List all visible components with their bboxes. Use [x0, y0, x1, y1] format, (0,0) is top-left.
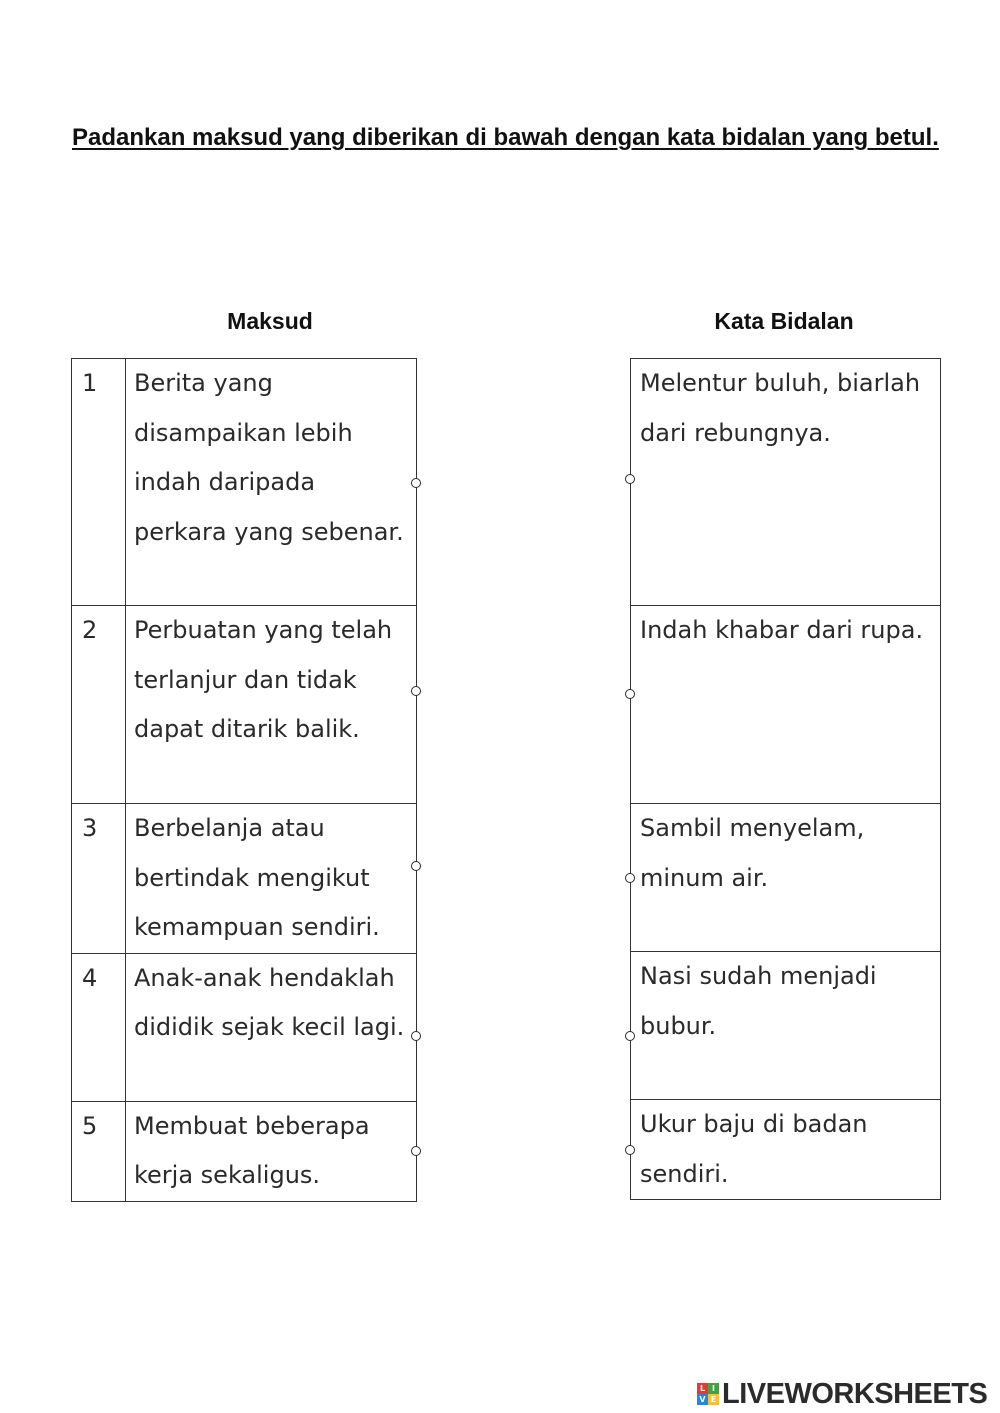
match-dot-bidalan-5[interactable]: [625, 1145, 635, 1155]
maksud-row-5: [72, 1101, 417, 1201]
maksud-table: [71, 358, 417, 1202]
match-dot-bidalan-2[interactable]: [625, 689, 635, 699]
maksud-text: Berbelanja atau bertindak mengikut kemampuan sendiri.: [134, 814, 380, 941]
maksud-number-cell: [72, 953, 126, 1101]
maksud-row-4: [72, 953, 417, 1101]
maksud-text-cell: [126, 953, 417, 1101]
bidalan-row-2: [631, 606, 941, 804]
bidalan-text: Sambil menyelam, minum air.: [640, 814, 865, 892]
bidalan-text: Indah khabar dari rupa.: [640, 616, 924, 644]
maksud-number-cell: [72, 606, 126, 804]
kata-bidalan-heading: Kata Bidalan: [714, 308, 854, 334]
maksud-row-2: [72, 606, 417, 804]
match-dot-maksud-5[interactable]: [411, 1146, 421, 1156]
maksud-heading: Maksud: [227, 308, 313, 334]
match-dot-bidalan-4[interactable]: [625, 1031, 635, 1041]
maksud-number: 1: [82, 369, 98, 397]
logo-tile: V: [697, 1394, 708, 1405]
maksud-number: 2: [82, 616, 98, 644]
maksud-text-cell: [126, 359, 417, 606]
maksud-number: 3: [82, 814, 98, 842]
maksud-number: 5: [82, 1111, 98, 1140]
logo-tile: I: [708, 1383, 719, 1394]
liveworksheets-logo-icon: [697, 1383, 719, 1405]
maksud-number-cell: [72, 804, 126, 954]
bidalan-text-cell: [631, 606, 941, 804]
bidalan-row-4: [631, 952, 941, 1100]
maksud-text-cell: [126, 606, 417, 804]
match-dot-bidalan-1[interactable]: [625, 474, 635, 484]
maksud-number: 4: [82, 963, 98, 992]
bidalan-text-cell: [631, 952, 941, 1100]
maksud-text: Berita yang disampaikan lebih indah daripada perkara yang sebenar.: [134, 369, 404, 546]
bidalan-text: Nasi sudah menjadi bubur.: [640, 962, 877, 1040]
bidalan-row-5: [631, 1100, 941, 1200]
liveworksheets-logo: [697, 1378, 987, 1410]
bidalan-row-1: [631, 359, 941, 606]
match-dot-bidalan-3[interactable]: [625, 873, 635, 883]
maksud-text-cell: [126, 804, 417, 954]
bidalan-text-cell: [631, 1100, 941, 1200]
logo-tile: L: [697, 1383, 708, 1394]
match-dot-maksud-2[interactable]: [411, 686, 421, 696]
logo-tile: E: [708, 1394, 719, 1405]
bidalan-text: Melentur buluh, biarlah dari rebungnya.: [640, 369, 921, 447]
maksud-text: Anak-anak hendaklah dididik sejak kecil lagi.: [134, 963, 405, 1041]
instruction-text: Padankan maksud yang diberikan di bawah dengan kata bidalan yang betul.: [72, 124, 939, 151]
maksud-row-3: [72, 804, 417, 954]
bidalan-text: Ukur baju di badan sendiri.: [640, 1110, 868, 1188]
match-dot-maksud-4[interactable]: [411, 1031, 421, 1041]
match-dot-maksud-3[interactable]: [411, 861, 421, 871]
maksud-text-cell: [126, 1101, 417, 1201]
maksud-row-1: [72, 359, 417, 606]
kata-bidalan-table: [630, 358, 941, 1200]
liveworksheets-wordmark: LIVEWORKSHEETS: [722, 1377, 988, 1410]
maksud-number-cell: [72, 359, 126, 606]
maksud-number-cell: [72, 1101, 126, 1201]
bidalan-row-3: [631, 804, 941, 952]
bidalan-text-cell: [631, 359, 941, 606]
maksud-text: Membuat beberapa kerja sekaligus.: [134, 1111, 370, 1189]
bidalan-text-cell: [631, 804, 941, 952]
match-dot-maksud-1[interactable]: [411, 478, 421, 488]
maksud-text: Perbuatan yang telah terlanjur dan tidak dapat ditarik balik.: [134, 616, 393, 743]
